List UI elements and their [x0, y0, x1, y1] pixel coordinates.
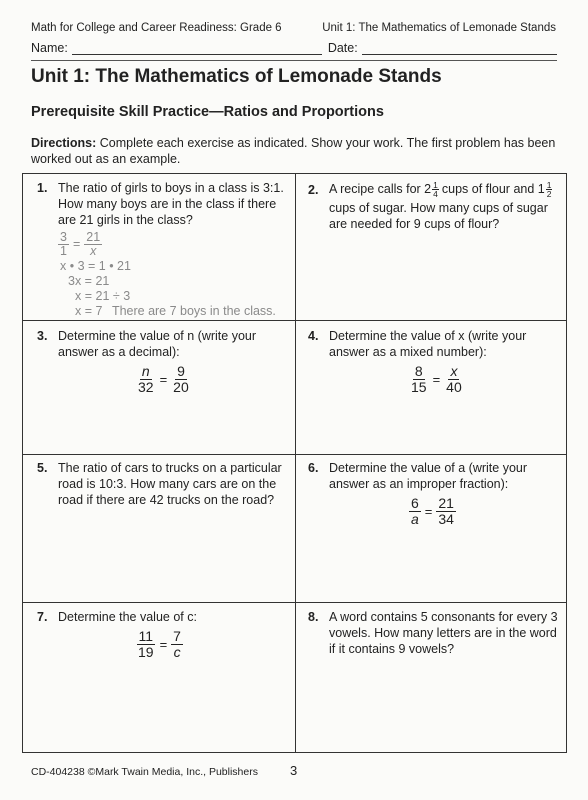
problem-text-line: are 21 girls in the class? — [58, 213, 193, 227]
fraction-numerator: 6 — [411, 495, 419, 511]
directions-text: Complete each exercise as indicated. Show your work. The first problem has been worked out as an example. — [31, 136, 556, 166]
work-line: x = 7 — [75, 304, 103, 318]
problem-number: 4. — [308, 329, 319, 343]
fraction-numerator: x — [450, 363, 458, 379]
problem-text-line: A word contains 5 consonants for every 3 — [329, 610, 558, 624]
unit-label: Unit 1: The Mathematics of Lemonade Stands — [322, 22, 556, 34]
fraction-denominator: a — [411, 511, 419, 527]
problem-text-line: answer as an improper fraction): — [329, 477, 509, 491]
problem-text-line: The ratio of cars to trucks on a particular — [58, 461, 282, 475]
fraction-numerator: 21 — [438, 495, 454, 511]
problem-text-line: road is 10:3. How many cars are on the — [58, 477, 277, 491]
fraction-denominator: 34 — [438, 511, 454, 527]
book-title: Math for College and Career Readiness: Grade 6 — [31, 22, 282, 34]
fraction-numerator: 7 — [173, 628, 181, 644]
section-subtitle: Prerequisite Skill Practice—Ratios and Proportions — [31, 104, 384, 120]
fraction-denominator: c — [173, 644, 181, 660]
proportion — [136, 629, 183, 660]
date-label: Date: — [327, 41, 358, 55]
problem-number: 8. — [308, 610, 319, 624]
problem-1[interactable] — [23, 174, 295, 320]
footer-copyright: CD-404238 ©Mark Twain Media, Inc., Publishers — [31, 766, 258, 778]
problem-text-line: vowels. How many letters are in the word — [329, 626, 557, 640]
problem-text-line: The ratio of girls to boys in a class is 3:1. — [58, 181, 284, 195]
fraction-denominator: 40 — [446, 379, 462, 395]
fraction-denominator: 20 — [173, 379, 189, 395]
problem-text-line: answer as a decimal): — [58, 345, 180, 359]
problem-number: 1. — [37, 181, 48, 195]
problem-3[interactable] — [23, 321, 295, 454]
fraction-numerator: 1 — [433, 179, 438, 190]
name-field[interactable] — [72, 42, 322, 55]
date-field[interactable] — [362, 42, 557, 55]
name-date-row — [31, 41, 557, 55]
proportion — [136, 364, 191, 395]
fraction-numerator: n — [141, 363, 150, 379]
problem-text-line: Determine the value of c: — [58, 610, 197, 624]
problem-text-line: if it contains 9 vowels? — [329, 642, 455, 656]
directions — [31, 135, 559, 167]
problem-text-line: road if there are 42 trucks on the road? — [58, 493, 275, 507]
proportion — [409, 364, 464, 395]
fraction-numerator: 21 — [86, 229, 101, 244]
problem-text-line: are needed for 9 cups of flour? — [329, 217, 500, 231]
header-rule — [31, 60, 557, 61]
problem-text-line: How many boys are in the class if there — [58, 197, 277, 211]
problem-text-line: A recipe calls for 2 — [329, 182, 432, 196]
work-line: x = 21 ÷ 3 — [75, 289, 131, 303]
worked-example — [58, 230, 276, 318]
fraction-numerator: 1 — [546, 179, 552, 190]
work-answer: There are 7 boys in the class. — [111, 304, 276, 318]
problem-text-line: Determine the value of n (write your — [58, 329, 257, 343]
problem-text-line: cups of sugar. How many cups of sugar — [329, 201, 548, 215]
problem-text-line: cups of flour and 1 — [441, 182, 545, 196]
fraction-denominator: 32 — [138, 379, 154, 395]
problem-number: 5. — [37, 461, 48, 475]
fraction-denominator: 19 — [138, 644, 154, 660]
fraction-numerator: 11 — [138, 628, 154, 644]
directions-label: Directions: — [31, 136, 97, 150]
fraction-denominator: 15 — [411, 379, 427, 395]
equals-sign: = — [72, 237, 81, 251]
page-title: Unit 1: The Mathematics of Lemonade Stands — [31, 66, 442, 87]
problem-7[interactable] — [23, 603, 295, 753]
fraction-denominator: 2 — [546, 188, 552, 199]
problem-number: 3. — [37, 329, 48, 343]
problem-text-line: answer as a mixed number): — [329, 345, 487, 359]
problem-6[interactable] — [296, 455, 568, 602]
problem-number: 2. — [308, 183, 319, 197]
fraction-denominator: 4 — [433, 188, 438, 199]
problem-grid — [22, 173, 567, 753]
fraction-denominator: x — [90, 243, 97, 258]
mixed-fraction — [432, 181, 439, 198]
problem-text-line: Determine the value of x (write your — [329, 329, 527, 343]
problem-number: 7. — [37, 610, 48, 624]
problem-number: 6. — [308, 461, 319, 475]
work-line: 3x = 21 — [68, 274, 110, 288]
fraction-numerator: 3 — [60, 229, 67, 244]
problem-4[interactable] — [296, 321, 568, 454]
equals-sign: = — [424, 503, 433, 519]
work-line: x • 3 = 1 • 21 — [60, 259, 131, 273]
problem-5[interactable] — [23, 455, 295, 602]
mixed-fraction — [546, 181, 553, 198]
problem-text-line: Determine the value of a (write your — [329, 461, 528, 475]
name-label: Name: — [31, 41, 68, 55]
fraction-numerator: 9 — [177, 363, 185, 379]
proportion — [409, 496, 456, 527]
page-number: 3 — [290, 763, 298, 778]
equals-sign: = — [432, 371, 441, 387]
fraction-numerator: 8 — [414, 363, 423, 379]
problem-8[interactable] — [296, 603, 568, 753]
equals-sign: = — [159, 371, 168, 387]
problem-2[interactable] — [296, 174, 568, 320]
equals-sign: = — [159, 636, 168, 652]
fraction-denominator: 1 — [60, 243, 67, 258]
